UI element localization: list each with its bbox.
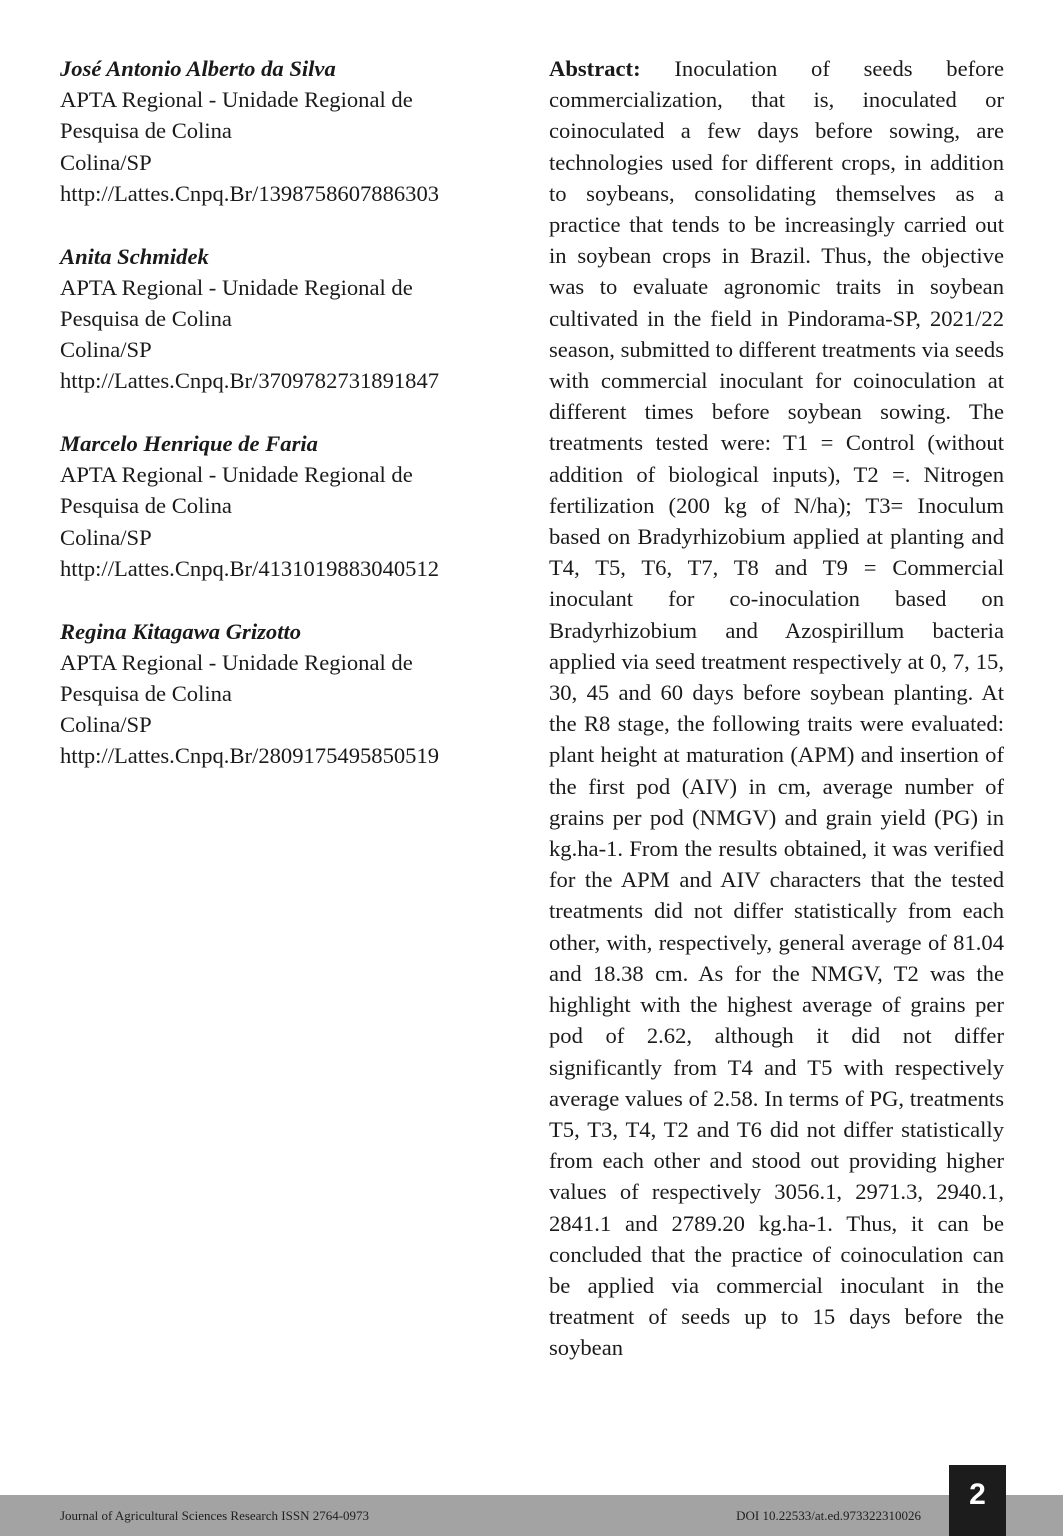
author-name: Regina Kitagawa Grizotto bbox=[60, 618, 302, 644]
author-block bbox=[60, 241, 500, 397]
author-url[interactable]: http://Lattes.Cnpq.Br/3709782731891847 bbox=[60, 368, 440, 394]
author-affiliation: APTA Regional - Unidade Regional de bbox=[60, 649, 413, 675]
abstract-text: Inoculation of seeds before commercialization, that is, inoculated or coinoculated a few days before sowing, are technologies used for different crops, in addition to soybeans, consolidating themselves as a practice that tends to be increasingly carried out in soybean crops in Brazil. Thus, the objective was to evaluate agronomic traits in soybean cultivated in the field in Pindorama-SP, 2021/22 season, submitted to different treatments via seeds with commercial inoculant for coinoculation at different times before soybean sowing. The treatments tested were: T1 = Control (without addition of biological inputs), T2 =. Nitrogen fertilization (200 kg of N/ha); T3= Inoculum based on Bradyrhizobium applied at planting and T4, T5, T6, T7, T8 and T9 = Commercial inoculant for co-inoculation based on Bradyrhizobium and Azospirillum bacteria applied via seed treatment respectively at 0, 7, 15, 30, 45 and 60 days before soybean planting. At the R8 stage, the following traits were evaluated: plant height at maturation (APM) and insertion of the first pod (AIV) in cm, average number of grains per pod (NMGV) and grain yield (PG) in kg.ha-1. From the results obtained, it was verified for the APM and AIV characters that the tested treatments did not differ statistically from each other, with, respectively, general average of 81.04 and 18.38 cm. As for the NMGV, T2 was the highlight with the highest average of grains per pod of 2.62, although it did not differ significantly from T4 and T5 with respectively average values of 2.58. In terms of PG, treatments T5, T3, T4, T2 and T6 did not differ statistically from each other and stood out providing higher values of respectively 3056.1, 2971.3, 2940.1, 2841.1 and 2789.20 kg.ha-1. Thus, it can be concluded that the practice of coinoculation can be applied via commercial inoculant in the treatment of seeds up to 15 days before the soybean bbox=[549, 56, 1004, 1361]
author-url[interactable]: http://Lattes.Cnpq.Br/2809175495850519 bbox=[60, 743, 440, 769]
author-affiliation: Pesquisa de Colina bbox=[60, 493, 232, 519]
author-affiliation: APTA Regional - Unidade Regional de bbox=[60, 87, 413, 113]
author-location: Colina/SP bbox=[60, 524, 152, 550]
author-name: Marcelo Henrique de Faria bbox=[60, 431, 318, 457]
author-affiliation: Pesquisa de Colina bbox=[60, 680, 232, 706]
page-number: 2 bbox=[949, 1465, 1006, 1536]
journal-citation: Journal of Agricultural Sciences Research ISSN 2764-0973 bbox=[60, 1508, 370, 1523]
author-block bbox=[60, 53, 500, 209]
author-url[interactable]: http://Lattes.Cnpq.Br/1398758607886303 bbox=[60, 180, 440, 206]
author-block bbox=[60, 616, 500, 772]
author-list bbox=[60, 53, 500, 803]
doi: DOI 10.22533/at.ed.973322310026 bbox=[736, 1508, 921, 1523]
author-affiliation: APTA Regional - Unidade Regional de bbox=[60, 274, 413, 300]
author-affiliation: Pesquisa de Colina bbox=[60, 118, 232, 144]
author-location: Colina/SP bbox=[60, 149, 152, 175]
author-affiliation: APTA Regional - Unidade Regional de bbox=[60, 462, 413, 488]
author-location: Colina/SP bbox=[60, 712, 152, 738]
author-affiliation: Pesquisa de Colina bbox=[60, 305, 232, 331]
abstract-label: Abstract: bbox=[549, 56, 641, 81]
abstract bbox=[549, 53, 1004, 1433]
author-location: Colina/SP bbox=[60, 337, 152, 363]
author-url[interactable]: http://Lattes.Cnpq.Br/4131019883040512 bbox=[60, 555, 440, 581]
author-name: Anita Schmidek bbox=[60, 243, 209, 269]
author-block bbox=[60, 428, 500, 584]
author-name: José Antonio Alberto da Silva bbox=[60, 56, 336, 81]
